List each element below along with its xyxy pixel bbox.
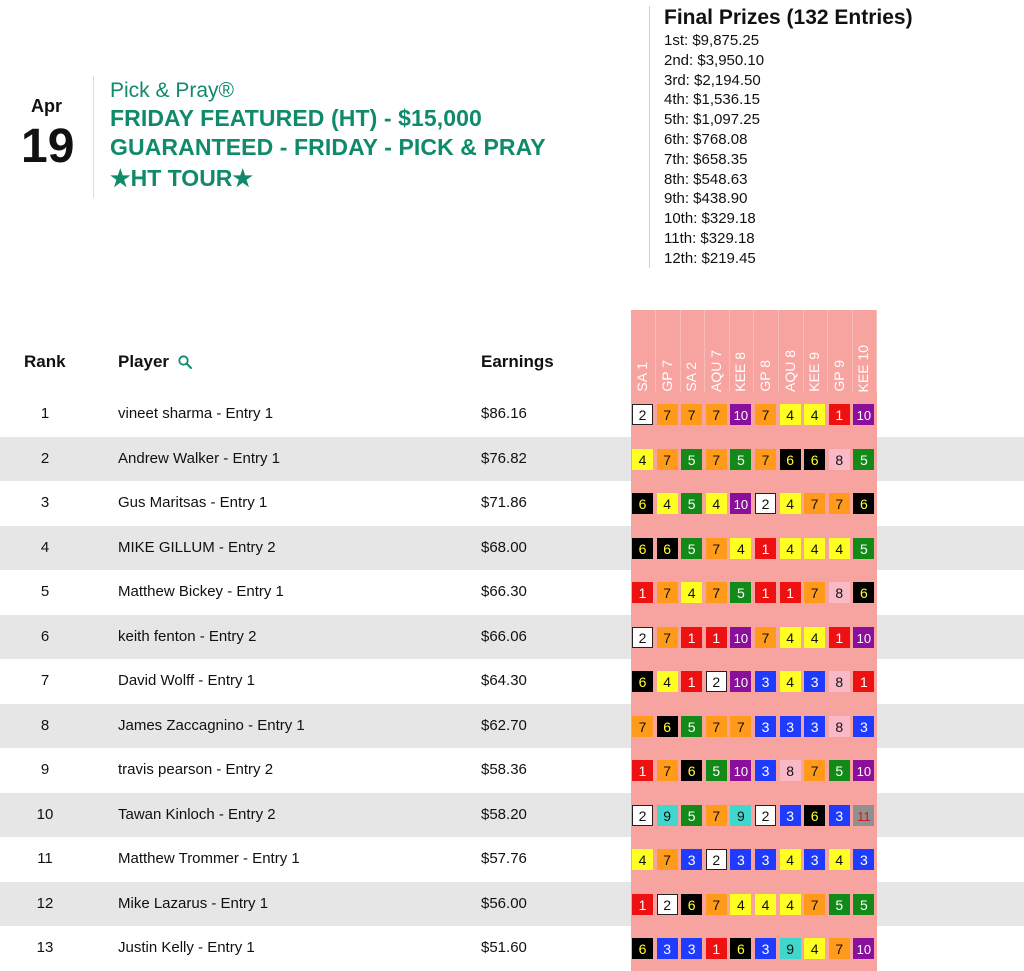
pick-saddle-cloth: 1 <box>681 627 702 648</box>
pick-saddle-cloth: 7 <box>657 582 678 603</box>
earnings-cell: $66.30 <box>481 583 527 600</box>
pick-saddle-cloth: 10 <box>730 404 751 425</box>
pick-saddle-cloth: 4 <box>780 894 801 915</box>
pick-saddle-cloth: 7 <box>755 404 776 425</box>
table-row[interactable] <box>0 526 1024 571</box>
race-label: AQU 8 <box>781 349 798 392</box>
pick-saddle-cloth: 2 <box>632 404 653 425</box>
pick-saddle-cloth: 5 <box>730 582 751 603</box>
pick-saddle-cloth: 3 <box>829 805 850 826</box>
pick-saddle-cloth: 4 <box>804 404 825 425</box>
pick-saddle-cloth: 7 <box>706 449 727 470</box>
player-name[interactable]: Andrew Walker - Entry 1 <box>118 449 280 467</box>
pick-saddle-cloth: 6 <box>632 938 653 959</box>
pick-saddle-cloth: 7 <box>804 582 825 603</box>
race-label: GP 7 <box>658 360 675 392</box>
pick-saddle-cloth: 8 <box>829 671 850 692</box>
rank-cell: 6 <box>40 627 50 645</box>
race-column-header <box>705 310 730 402</box>
pick-saddle-cloth: 7 <box>804 894 825 915</box>
pick-saddle-cloth: 6 <box>632 493 653 514</box>
pick-saddle-cloth: 7 <box>706 894 727 915</box>
pick-saddle-cloth: 4 <box>804 938 825 959</box>
table-row[interactable] <box>0 570 1024 615</box>
pick-saddle-cloth: 6 <box>681 760 702 781</box>
race-label: SA 2 <box>683 362 700 392</box>
pick-saddle-cloth: 10 <box>853 627 874 648</box>
pick-saddle-cloth: 6 <box>853 493 874 514</box>
prizes-divider <box>649 6 650 268</box>
rank-cell: 13 <box>36 939 54 956</box>
pick-saddle-cloth: 5 <box>829 760 850 781</box>
pick-saddle-cloth: 10 <box>730 760 751 781</box>
pick-saddle-cloth: 4 <box>681 582 702 603</box>
pick-saddle-cloth: 3 <box>853 849 874 870</box>
table-row[interactable] <box>0 748 1024 793</box>
race-header <box>631 310 877 402</box>
pick-saddle-cloth: 7 <box>657 627 678 648</box>
race-label: KEE 10 <box>855 344 872 392</box>
player-name[interactable]: travis pearson - Entry 2 <box>118 761 274 778</box>
prize-line: 7th: $658.35 <box>664 150 748 168</box>
race-column-header <box>779 310 804 402</box>
pick-saddle-cloth: 7 <box>706 538 727 559</box>
rank-cell: 7 <box>40 672 50 689</box>
rank-cell: 3 <box>40 494 50 511</box>
table-row[interactable] <box>0 615 1024 660</box>
tour-label: ★HT TOUR★ <box>110 165 254 191</box>
prize-line: 10th: $329.18 <box>664 210 756 228</box>
pick-saddle-cloth: 6 <box>780 449 801 470</box>
pick-saddle-cloth: 7 <box>706 716 727 737</box>
prize-list <box>664 31 913 269</box>
pick-saddle-cloth: 2 <box>706 671 727 692</box>
earnings-cell: $51.60 <box>481 939 527 956</box>
prize-line: 1st: $9,875.25 <box>664 32 760 49</box>
pick-saddle-cloth: 2 <box>632 627 653 648</box>
table-row[interactable] <box>0 392 1024 437</box>
pick-saddle-cloth: 1 <box>632 894 653 915</box>
race-label: SA 1 <box>634 362 650 392</box>
pick-saddle-cloth: 3 <box>755 671 776 692</box>
rank-cell: 10 <box>36 805 54 823</box>
pick-saddle-cloth: 9 <box>780 938 801 959</box>
pick-saddle-cloth: 4 <box>632 849 653 870</box>
pick-saddle-cloth: 5 <box>681 805 702 826</box>
table-row[interactable] <box>0 837 1024 882</box>
pick-saddle-cloth: 4 <box>632 449 653 470</box>
pick-saddle-cloth: 3 <box>755 760 776 781</box>
pick-saddle-cloth: 7 <box>804 760 825 781</box>
date-day: 19 <box>21 120 75 173</box>
pick-saddle-cloth: 9 <box>730 805 751 826</box>
pick-saddle-cloth: 8 <box>829 449 850 470</box>
pick-saddle-cloth: 10 <box>853 760 874 781</box>
pick-saddle-cloth: 7 <box>657 404 678 425</box>
pick-saddle-cloth: 4 <box>657 671 678 692</box>
contest-name-line2: GUARANTEED - FRIDAY - PICK & PRAY <box>110 134 546 160</box>
pick-saddle-cloth: 7 <box>755 627 776 648</box>
pick-saddle-cloth: 3 <box>657 938 678 959</box>
pick-saddle-cloth: 1 <box>681 671 702 692</box>
pick-saddle-cloth: 8 <box>780 760 801 781</box>
player-name[interactable]: James Zaccagnino - Entry 1 <box>118 716 305 734</box>
player-name[interactable]: Matthew Bickey - Entry 1 <box>118 583 284 600</box>
earnings-cell: $71.86 <box>481 494 527 511</box>
prize-line: 12th: $219.45 <box>664 249 756 267</box>
race-label: KEE 8 <box>732 352 749 392</box>
player-name[interactable]: Mike Lazarus - Entry 1 <box>118 894 269 912</box>
player-name[interactable]: Tawan Kinloch - Entry 2 <box>118 805 276 823</box>
race-column-header <box>754 310 779 402</box>
pick-saddle-cloth: 3 <box>780 805 801 826</box>
pick-saddle-cloth: 5 <box>829 894 850 915</box>
pick-saddle-cloth: 5 <box>853 538 874 559</box>
prize-line: 4th: $1,536.15 <box>664 91 760 109</box>
pick-saddle-cloth: 5 <box>853 449 874 470</box>
pick-saddle-cloth: 10 <box>853 938 874 959</box>
pick-saddle-cloth: 1 <box>829 404 850 425</box>
pick-saddle-cloth: 7 <box>829 493 850 514</box>
pick-saddle-cloth: 2 <box>657 894 678 915</box>
pick-saddle-cloth: 10 <box>730 671 751 692</box>
prizes-title: Final Prizes (132 Entries) <box>664 6 913 29</box>
rank-cell: 8 <box>40 716 50 734</box>
pick-saddle-cloth: 7 <box>632 716 653 737</box>
pick-saddle-cloth: 6 <box>804 805 825 826</box>
table-row[interactable] <box>0 704 1024 749</box>
race-column-header <box>631 310 656 402</box>
player-name[interactable]: keith fenton - Entry 2 <box>118 627 257 645</box>
prize-line: 5th: $1,097.25 <box>664 111 760 129</box>
pick-saddle-cloth: 2 <box>755 493 776 514</box>
pick-saddle-cloth: 4 <box>780 404 801 425</box>
pick-saddle-cloth: 4 <box>829 849 850 870</box>
pick-saddle-cloth: 4 <box>829 538 850 559</box>
header-earnings: Earnings <box>481 352 554 371</box>
pick-saddle-cloth: 5 <box>681 716 702 737</box>
prize-line: 6th: $768.08 <box>664 130 748 148</box>
earnings-cell: $57.76 <box>481 850 527 867</box>
pick-saddle-cloth: 4 <box>780 627 801 648</box>
contest-name-line1: FRIDAY FEATURED (HT) - $15,000 <box>110 105 482 131</box>
race-column-header <box>828 310 853 402</box>
earnings-cell: $62.70 <box>481 716 527 734</box>
table-row[interactable] <box>0 437 1024 482</box>
pick-saddle-cloth: 7 <box>706 404 727 425</box>
date-divider <box>93 76 94 198</box>
pick-saddle-cloth: 5 <box>681 449 702 470</box>
pick-saddle-cloth: 2 <box>632 805 653 826</box>
pick-saddle-cloth: 6 <box>853 582 874 603</box>
pick-saddle-cloth: 7 <box>755 449 776 470</box>
player-name[interactable]: Matthew Trommer - Entry 1 <box>118 850 300 867</box>
pick-saddle-cloth: 2 <box>706 849 727 870</box>
pick-saddle-cloth: 7 <box>657 849 678 870</box>
pick-saddle-cloth: 10 <box>730 493 751 514</box>
pick-saddle-cloth: 8 <box>829 716 850 737</box>
pick-saddle-cloth: 3 <box>780 716 801 737</box>
pick-saddle-cloth: 5 <box>681 493 702 514</box>
pick-saddle-cloth: 6 <box>804 449 825 470</box>
player-name[interactable]: David Wolff - Entry 1 <box>118 672 255 689</box>
pick-saddle-cloth: 1 <box>632 582 653 603</box>
pick-saddle-cloth: 7 <box>706 582 727 603</box>
earnings-cell: $64.30 <box>481 672 527 689</box>
race-label: KEE 9 <box>806 352 823 392</box>
pick-saddle-cloth: 1 <box>706 938 727 959</box>
pick-saddle-cloth: 4 <box>780 493 801 514</box>
rank-cell: 11 <box>37 850 53 867</box>
table-row[interactable] <box>0 481 1024 526</box>
pick-saddle-cloth: 6 <box>730 938 751 959</box>
pick-saddle-cloth: 5 <box>706 760 727 781</box>
pick-saddle-cloth: 11 <box>853 805 874 826</box>
race-label: GP 8 <box>757 360 773 392</box>
table-row[interactable] <box>0 659 1024 704</box>
pick-saddle-cloth: 4 <box>804 627 825 648</box>
pick-saddle-cloth: 4 <box>804 538 825 559</box>
pick-saddle-cloth: 4 <box>706 493 727 514</box>
pick-saddle-cloth: 3 <box>853 716 874 737</box>
earnings-cell: $56.00 <box>481 894 527 912</box>
pick-saddle-cloth: 6 <box>632 538 653 559</box>
rank-cell: 4 <box>40 538 50 556</box>
pick-saddle-cloth: 8 <box>829 582 850 603</box>
pick-saddle-cloth: 7 <box>657 449 678 470</box>
prize-line: 8th: $548.63 <box>664 170 748 188</box>
pick-saddle-cloth: 6 <box>657 538 678 559</box>
race-column-header <box>852 310 877 402</box>
player-name[interactable]: Gus Maritsas - Entry 1 <box>118 494 268 511</box>
pick-saddle-cloth: 5 <box>730 449 751 470</box>
pick-saddle-cloth: 9 <box>657 805 678 826</box>
rank-cell: 1 <box>40 405 50 422</box>
earnings-cell: $58.36 <box>481 761 527 778</box>
rank-cell: 12 <box>36 894 54 912</box>
earnings-cell: $76.82 <box>481 449 527 467</box>
pick-saddle-cloth: 6 <box>632 671 653 692</box>
pick-saddle-cloth: 7 <box>706 805 727 826</box>
prize-line: 3rd: $2,194.50 <box>664 71 761 89</box>
header-player <box>118 352 193 372</box>
player-name[interactable]: Justin Kelly - Entry 1 <box>118 939 255 956</box>
earnings-cell: $58.20 <box>481 805 527 823</box>
header-rank: Rank <box>24 352 66 371</box>
earnings-cell: $66.06 <box>481 627 527 645</box>
pick-saddle-cloth: 7 <box>804 493 825 514</box>
race-column-header <box>803 310 828 402</box>
pick-saddle-cloth: 4 <box>780 849 801 870</box>
race-label: AQU 7 <box>707 349 724 392</box>
pick-saddle-cloth: 1 <box>755 538 776 559</box>
pick-saddle-cloth: 6 <box>681 894 702 915</box>
prize-line: 2nd: $3,950.10 <box>664 51 765 69</box>
pick-saddle-cloth: 1 <box>706 627 727 648</box>
pick-saddle-cloth: 3 <box>804 671 825 692</box>
player-name[interactable]: MIKE GILLUM - Entry 2 <box>118 538 276 556</box>
table-row[interactable] <box>0 793 1024 838</box>
table-row[interactable] <box>0 882 1024 927</box>
prize-line: 11th: $329.18 <box>664 229 755 247</box>
earnings-cell: $86.16 <box>481 405 527 422</box>
search-icon[interactable] <box>177 354 193 370</box>
pick-saddle-cloth: 5 <box>853 894 874 915</box>
pick-saddle-cloth: 1 <box>632 760 653 781</box>
pick-saddle-cloth: 7 <box>657 760 678 781</box>
race-column-header <box>656 310 681 402</box>
pick-saddle-cloth: 3 <box>804 849 825 870</box>
pick-saddle-cloth: 4 <box>730 894 751 915</box>
pick-saddle-cloth: 4 <box>657 493 678 514</box>
earnings-cell: $68.00 <box>481 538 527 556</box>
date-month: Apr <box>31 96 62 116</box>
pick-saddle-cloth: 3 <box>681 849 702 870</box>
rank-cell: 5 <box>40 583 50 600</box>
pick-saddle-cloth: 4 <box>780 538 801 559</box>
pick-saddle-cloth: 4 <box>730 538 751 559</box>
pick-saddle-cloth: 7 <box>681 404 702 425</box>
pick-saddle-cloth: 3 <box>755 716 776 737</box>
pick-saddle-cloth: 7 <box>829 938 850 959</box>
pick-saddle-cloth: 2 <box>755 805 776 826</box>
final-prizes <box>664 5 913 269</box>
leaderboard-table <box>0 392 1024 971</box>
prize-line: 9th: $438.90 <box>664 190 748 208</box>
pick-saddle-cloth: 10 <box>730 627 751 648</box>
pick-saddle-cloth: 4 <box>755 894 776 915</box>
contest-type: Pick & Pray® <box>110 79 235 102</box>
pick-saddle-cloth: 3 <box>681 938 702 959</box>
pick-saddle-cloth: 3 <box>755 938 776 959</box>
pick-saddle-cloth: 3 <box>804 716 825 737</box>
rank-cell: 2 <box>40 449 50 467</box>
race-column-header <box>729 310 754 402</box>
pick-saddle-cloth: 1 <box>853 671 874 692</box>
pick-saddle-cloth: 5 <box>681 538 702 559</box>
race-column-header <box>680 310 705 402</box>
contest-title-block <box>110 78 610 194</box>
pick-saddle-cloth: 3 <box>730 849 751 870</box>
pick-saddle-cloth: 7 <box>730 716 751 737</box>
player-name[interactable]: vineet sharma - Entry 1 <box>118 405 274 422</box>
pick-saddle-cloth: 4 <box>780 671 801 692</box>
race-label: GP 9 <box>830 360 847 392</box>
pick-saddle-cloth: 1 <box>829 627 850 648</box>
rank-cell: 9 <box>40 761 50 778</box>
pick-saddle-cloth: 1 <box>780 582 801 603</box>
pick-saddle-cloth: 6 <box>657 716 678 737</box>
pick-saddle-cloth: 1 <box>755 582 776 603</box>
pick-saddle-cloth: 10 <box>853 404 874 425</box>
pick-saddle-cloth: 3 <box>755 849 776 870</box>
header-player-label: Player <box>118 352 170 371</box>
